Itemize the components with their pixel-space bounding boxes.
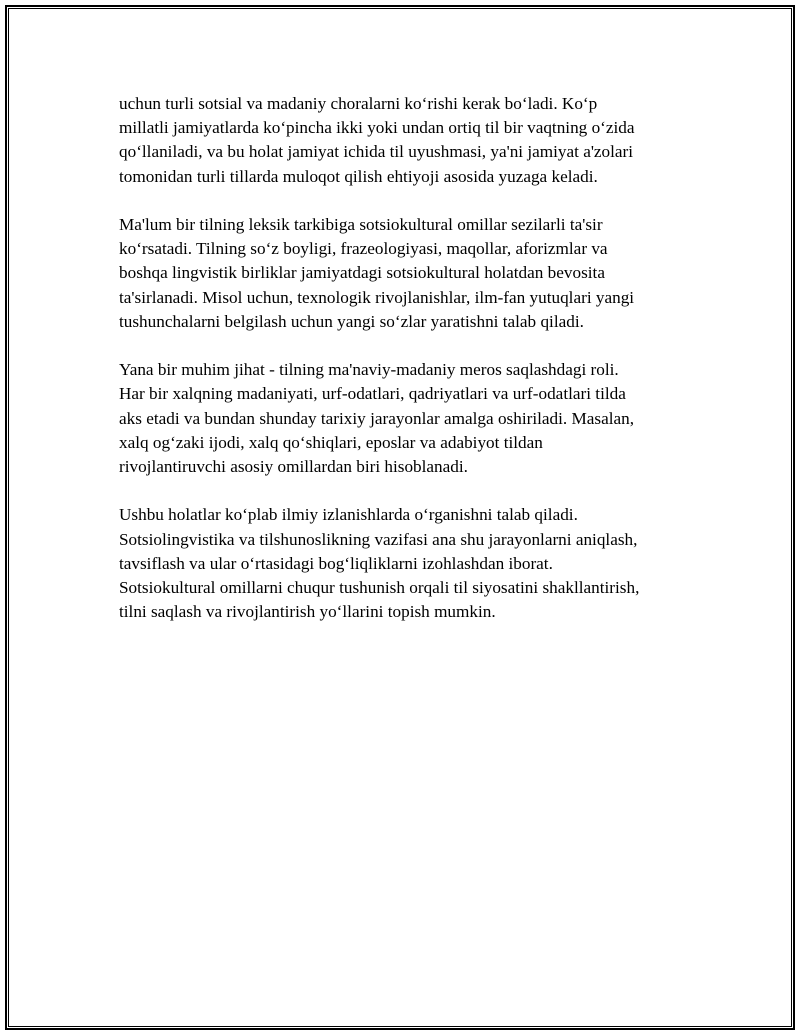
paragraph-1: uchun turli sotsial va madaniy choralarni ko‘rishi kerak bo‘ladi. Ko‘p millatli jamiyatlarda ko‘pincha ikki yoki undan ortiq til bir vaqtning o‘zida qo‘llaniladi, va bu holat jamiyat ichida til uyushmasi, ya'ni jamiyat a'zolari tomonidan turli tillarda muloqot qilish ehtiyoji asosida yuzaga keladi.: [119, 94, 635, 186]
paragraph-3: Yana bir muhim jihat - tilning ma'naviy-madaniy meros saqlashdagi roli. Har bir xalqning madaniyati, urf-odatlari, qadriyatlari va urf-odatlari tilda aks etadi va bundan shunday tarixiy jarayonlar amalga oshiriladi. Masalan, xalq og‘zaki ijodi, xalq qo‘shiqlari, eposlar va adabiyot tildan rivojlantiruvchi asosiy omillardan biri hisoblanadi.: [119, 360, 634, 477]
paragraph-4: Ushbu holatlar ko‘plab ilmiy izlanishlarda o‘rganishni talab qiladi. Sotsiolingvistika va tilshunoslikning vazifasi ana shu jarayonlarni aniqlash, tavsiflash va ular o‘rtasidagi bog‘liqliklarni izohlashdan iborat. Sotsiokultural omillarni chuqur tushunish orqali til siyosatini shakllantirish, tilni saqlash va rivojlantirish yo‘llarini topish mumkin.: [119, 505, 640, 622]
document-body: [119, 92, 689, 649]
paragraph-2: Ma'lum bir tilning leksik tarkibiga sotsiokultural omillar sezilarli ta'sir ko‘rsatadi. Tilning so‘z boyligi, frazeologiyasi, maqollar, aforizmlar va boshqa lingvistik birliklar jamiyatdagi sotsiokultural holatdan bevosita ta'sirlanadi. Misol uchun, texnologik rivojlanishlar, ilm-fan yutuqlari yangi tushunchalarni belgilash uchun yangi so‘zlar yaratishni talab qiladi.: [119, 215, 635, 331]
